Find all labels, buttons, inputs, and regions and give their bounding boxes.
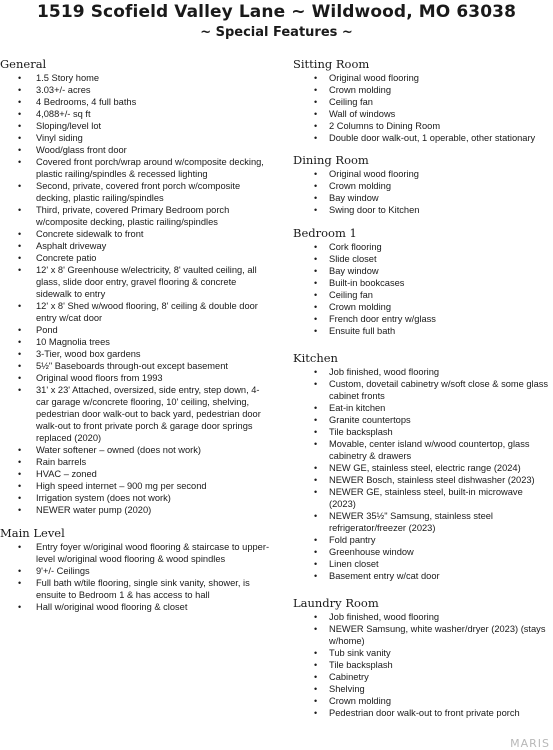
list-item: • 3.03+/- acres	[0, 84, 272, 96]
list-item: • NEW GE, stainless steel, electric range (2024)	[293, 462, 551, 474]
list-item: • Concrete patio	[0, 252, 272, 264]
list-item: • Basement entry w/cat door	[293, 570, 551, 582]
list-item: • NEWER water pump (2020)	[0, 504, 272, 516]
list-item: • Irrigation system (does not work)	[0, 492, 272, 504]
list-item: • Slide closet	[293, 253, 551, 265]
list-item: • 3-Tier, wood box gardens	[0, 348, 272, 360]
list-item: • 12' x 8' Shed w/wood flooring, 8' ceiling & double door entry w/cat door	[0, 300, 272, 324]
list-item: • NEWER 35½" Samsung, stainless steel refrigerator/freezer (2023)	[293, 510, 551, 534]
list-item: • Original wood floors from 1993	[0, 372, 272, 384]
list-item: • Ensuite full bath	[293, 325, 551, 337]
list-item: • Covered front porch/wrap around w/composite decking, plastic railing/spindles & recessed lighting	[0, 156, 272, 180]
list-item: • Cabinetry	[293, 671, 551, 683]
list-item: • French door entry w/glass	[293, 313, 551, 325]
section-main-level	[0, 526, 272, 613]
list-item: • Job finished, wood flooring	[293, 611, 551, 623]
list-item: • Ceiling fan	[293, 289, 551, 301]
section-heading: Main Level	[0, 526, 65, 540]
list-item: • Double door walk-out, 1 operable, other stationary	[293, 132, 551, 144]
list-item: • Vinyl siding	[0, 132, 272, 144]
section-heading: Sitting Room	[293, 57, 370, 71]
list-item: • Crown molding	[293, 301, 551, 313]
list-item: • Tile backsplash	[293, 659, 551, 671]
list-item: • Swing door to Kitchen	[293, 204, 551, 216]
list-item: • Pond	[0, 324, 272, 336]
feature-list	[293, 241, 551, 337]
feature-list	[293, 168, 551, 216]
list-item: • 4,088+/- sq ft	[0, 108, 272, 120]
left-column	[0, 57, 272, 613]
list-item: • Third, private, covered Primary Bedroom porch w/composite decking, plastic railing/spindles	[0, 204, 272, 228]
list-item: • NEWER Bosch, stainless steel dishwasher (2023)	[293, 474, 551, 486]
list-item: • Tile backsplash	[293, 426, 551, 438]
list-item: • Ceiling fan	[293, 96, 551, 108]
list-item: • 31' x 23' Attached, oversized, side entry, step down, 4-car garage w/concrete flooring, 10' ceiling, shelving, pedestrian door walk-out to back yard, pedestrian door walk-out to front private porch & garage door springs replaced (2020)	[0, 384, 272, 444]
list-item: • Bay window	[293, 192, 551, 204]
list-item: • Sloping/level lot	[0, 120, 272, 132]
list-item: • Job finished, wood flooring	[293, 366, 551, 378]
list-item: • Tub sink vanity	[293, 647, 551, 659]
section-laundry-room	[293, 596, 551, 719]
list-item: • Eat-in kitchen	[293, 402, 551, 414]
list-item: • Concrete sidewalk to front	[0, 228, 272, 240]
feature-list	[0, 72, 272, 516]
list-item: • 2 Columns to Dining Room	[293, 120, 551, 132]
list-item: • Rain barrels	[0, 456, 272, 468]
list-item: • Water softener – owned (does not work)	[0, 444, 272, 456]
section-heading: General	[0, 57, 47, 71]
list-item: • Built-in bookcases	[293, 277, 551, 289]
right-column	[293, 57, 551, 719]
feature-list	[293, 366, 551, 582]
section-heading: Bedroom 1	[293, 226, 357, 240]
list-item: • Original wood flooring	[293, 168, 551, 180]
feature-list	[0, 541, 272, 613]
list-item: • Crown molding	[293, 695, 551, 707]
list-item: • Wall of windows	[293, 108, 551, 120]
list-item: • Full bath w/tile flooring, single sink vanity, shower, is ensuite to Bedroom 1 & has access to hall	[0, 577, 272, 601]
section-heading: Laundry Room	[293, 596, 379, 610]
list-item: • Pedestrian door walk-out to front private porch	[293, 707, 551, 719]
list-item: • 10 Magnolia trees	[0, 336, 272, 348]
section-dining-room	[293, 153, 551, 216]
section-heading: Dining Room	[293, 153, 369, 167]
list-item: • NEWER GE, stainless steel, built-in microwave (2023)	[293, 486, 551, 510]
document-title: 1519 Scofield Valley Lane ~ Wildwood, MO 63038	[36, 2, 516, 22]
list-item: • Original wood flooring	[293, 72, 551, 84]
list-item: • 4 Bedrooms, 4 full baths	[0, 96, 272, 108]
feature-list	[293, 611, 551, 719]
feature-list	[293, 72, 551, 144]
list-item: • Wood/glass front door	[0, 144, 272, 156]
list-item: • 1.5 Story home	[0, 72, 272, 84]
list-item: • 12' x 8' Greenhouse w/electricity, 8' vaulted ceiling, all glass, slide door entry, gravel flooring & concrete sidewalk to entry	[0, 264, 272, 300]
section-bedroom-1	[293, 226, 551, 337]
list-item: • Fold pantry	[293, 534, 551, 546]
list-item: • Linen closet	[293, 558, 551, 570]
section-general	[0, 57, 272, 516]
list-item: • Custom, dovetail cabinetry w/soft close & some glass cabinet fronts	[293, 378, 551, 402]
list-item: • Entry foyer w/original wood flooring & staircase to upper-level w/original wood flooring & wood spindles	[0, 541, 272, 565]
section-kitchen	[293, 351, 551, 582]
section-sitting-room	[293, 57, 551, 144]
list-item: • Granite countertops	[293, 414, 551, 426]
list-item: • 5½" Baseboards through-out except basement	[0, 360, 272, 372]
list-item: • HVAC – zoned	[0, 468, 272, 480]
list-item: • Crown molding	[293, 84, 551, 96]
watermark-logo: MARIS	[510, 737, 550, 750]
list-item: • Greenhouse window	[293, 546, 551, 558]
list-item: • Crown molding	[293, 180, 551, 192]
list-item: • Hall w/original wood flooring & closet	[0, 601, 272, 613]
section-heading: Kitchen	[293, 351, 338, 365]
list-item: • Cork flooring	[293, 241, 551, 253]
list-item: • 9'+/- Ceilings	[0, 565, 272, 577]
list-item: • Shelving	[293, 683, 551, 695]
list-item: • Movable, center island w/wood countertop, glass cabinetry & drawers	[293, 438, 551, 462]
list-item: • Bay window	[293, 265, 551, 277]
list-item: • High speed internet – 900 mg per second	[0, 480, 272, 492]
list-item: • Second, private, covered front porch w/composite decking, plastic railing/spindles	[0, 180, 272, 204]
list-item: • Asphalt driveway	[0, 240, 272, 252]
document-subtitle: ~ Special Features ~	[200, 25, 353, 40]
list-item: • NEWER Samsung, white washer/dryer (2023) (stays w/home)	[293, 623, 551, 647]
